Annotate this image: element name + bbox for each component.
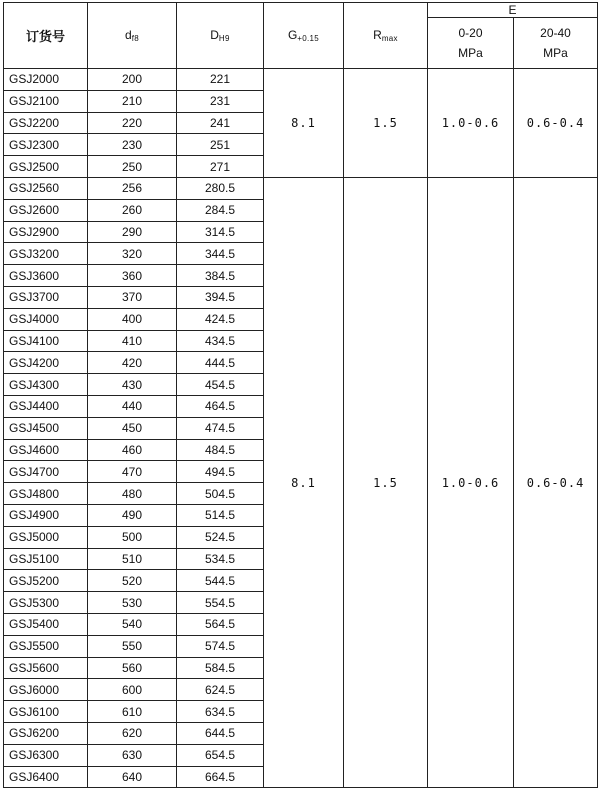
cell-D: 231 [177,90,264,112]
cell-order-no: GSJ6400 [4,766,88,788]
table-row [4,69,598,91]
cell-order-no: GSJ4900 [4,504,88,526]
cell-d: 450 [88,417,177,439]
cell-order-no: GSJ3600 [4,265,88,287]
cell-order-no: GSJ4300 [4,374,88,396]
cell-d: 256 [88,177,177,199]
spec-table [3,2,598,788]
cell-D: 524.5 [177,526,264,548]
cell-d: 640 [88,766,177,788]
header-D-sub: H9 [218,34,230,43]
cell-order-no: GSJ2600 [4,199,88,221]
cell-D: 564.5 [177,613,264,635]
cell-order-no: GSJ3200 [4,243,88,265]
cell-D: 314.5 [177,221,264,243]
cell-order-no: GSJ3700 [4,286,88,308]
cell-d: 600 [88,679,177,701]
cell-d: 230 [88,134,177,156]
cell-order-no: GSJ5300 [4,592,88,614]
cell-d: 420 [88,352,177,374]
cell-order-no: GSJ5400 [4,613,88,635]
cell-d: 430 [88,374,177,396]
cell-d: 440 [88,395,177,417]
cell-d: 480 [88,483,177,505]
cell-D: 484.5 [177,439,264,461]
cell-D: 634.5 [177,701,264,723]
cell-order-no: GSJ6300 [4,744,88,766]
header-G-sub: +0.15 [297,34,320,43]
cell-D: 444.5 [177,352,264,374]
cell-D: 514.5 [177,504,264,526]
cell-order-no: GSJ4400 [4,395,88,417]
cell-d: 540 [88,613,177,635]
cell-D: 584.5 [177,657,264,679]
header-D-main: D [210,28,219,42]
cell-d: 500 [88,526,177,548]
cell-order-no: GSJ5500 [4,635,88,657]
cell-D: 654.5 [177,744,264,766]
cell-d: 410 [88,330,177,352]
cell-D: 344.5 [177,243,264,265]
header-e2-unit: MPa [543,46,568,60]
cell-order-no: GSJ4200 [4,352,88,374]
header-e2-range: 20-40 [540,26,571,40]
cell-order-no: GSJ4500 [4,417,88,439]
cell-order-no: GSJ5200 [4,570,88,592]
cell-order-no: GSJ4700 [4,461,88,483]
header-d [88,3,177,69]
cell-D: 284.5 [177,199,264,221]
header-order-no: 订货号 [4,3,88,69]
cell-D: 424.5 [177,308,264,330]
cell-order-no: GSJ5100 [4,548,88,570]
cell-E2: 0.6-0.4 [514,69,598,178]
cell-D: 664.5 [177,766,264,788]
cell-E1: 1.0-0.6 [428,177,514,787]
cell-d: 370 [88,286,177,308]
table-row [4,177,598,199]
cell-E1: 1.0-0.6 [428,69,514,178]
cell-d: 210 [88,90,177,112]
cell-order-no: GSJ6000 [4,679,88,701]
cell-D: 474.5 [177,417,264,439]
cell-order-no: GSJ2000 [4,69,88,91]
cell-d: 490 [88,504,177,526]
cell-D: 221 [177,69,264,91]
cell-order-no: GSJ5000 [4,526,88,548]
cell-d: 320 [88,243,177,265]
cell-D: 544.5 [177,570,264,592]
header-G [264,3,344,69]
header-e1 [428,18,514,69]
cell-order-no: GSJ4800 [4,483,88,505]
header-e2 [514,18,598,69]
cell-order-no: GSJ4600 [4,439,88,461]
cell-order-no: GSJ2900 [4,221,88,243]
cell-R: 1.5 [344,69,428,178]
cell-D: 534.5 [177,548,264,570]
cell-d: 250 [88,156,177,178]
cell-order-no: GSJ4100 [4,330,88,352]
cell-order-no: GSJ6100 [4,701,88,723]
cell-d: 630 [88,744,177,766]
cell-E2: 0.6-0.4 [514,177,598,787]
cell-d: 520 [88,570,177,592]
cell-d: 460 [88,439,177,461]
header-R [344,3,428,69]
header-row [4,3,598,18]
cell-d: 400 [88,308,177,330]
cell-d: 470 [88,461,177,483]
cell-order-no: GSJ5600 [4,657,88,679]
cell-D: 251 [177,134,264,156]
cell-R: 1.5 [344,177,428,787]
cell-D: 624.5 [177,679,264,701]
cell-D: 384.5 [177,265,264,287]
header-R-sub: max [381,34,398,43]
cell-D: 494.5 [177,461,264,483]
cell-D: 504.5 [177,483,264,505]
cell-d: 290 [88,221,177,243]
cell-order-no: GSJ2560 [4,177,88,199]
cell-order-no: GSJ2200 [4,112,88,134]
header-E: E [428,3,598,18]
cell-order-no: GSJ2300 [4,134,88,156]
cell-D: 644.5 [177,722,264,744]
cell-order-no: GSJ2100 [4,90,88,112]
cell-d: 530 [88,592,177,614]
cell-D: 394.5 [177,286,264,308]
cell-d: 510 [88,548,177,570]
cell-D: 454.5 [177,374,264,396]
cell-d: 610 [88,701,177,723]
cell-d: 220 [88,112,177,134]
header-e1-unit: MPa [458,46,483,60]
cell-d: 200 [88,69,177,91]
header-d-main: d [125,28,132,42]
cell-d: 360 [88,265,177,287]
cell-D: 241 [177,112,264,134]
cell-order-no: GSJ6200 [4,722,88,744]
spec-table-container [3,2,598,788]
cell-order-no: GSJ4000 [4,308,88,330]
cell-d: 560 [88,657,177,679]
cell-D: 280.5 [177,177,264,199]
cell-D: 434.5 [177,330,264,352]
cell-G: 8.1 [264,177,344,787]
cell-D: 271 [177,156,264,178]
cell-d: 620 [88,722,177,744]
header-e1-range: 0-20 [458,26,483,40]
header-R-main: R [373,28,382,42]
cell-d: 260 [88,199,177,221]
cell-order-no: GSJ2500 [4,156,88,178]
header-d-sub: f8 [131,34,139,43]
header-G-main: G [287,28,298,42]
cell-D: 554.5 [177,592,264,614]
cell-D: 574.5 [177,635,264,657]
cell-G: 8.1 [264,69,344,178]
header-D [177,3,264,69]
cell-d: 550 [88,635,177,657]
cell-D: 464.5 [177,395,264,417]
